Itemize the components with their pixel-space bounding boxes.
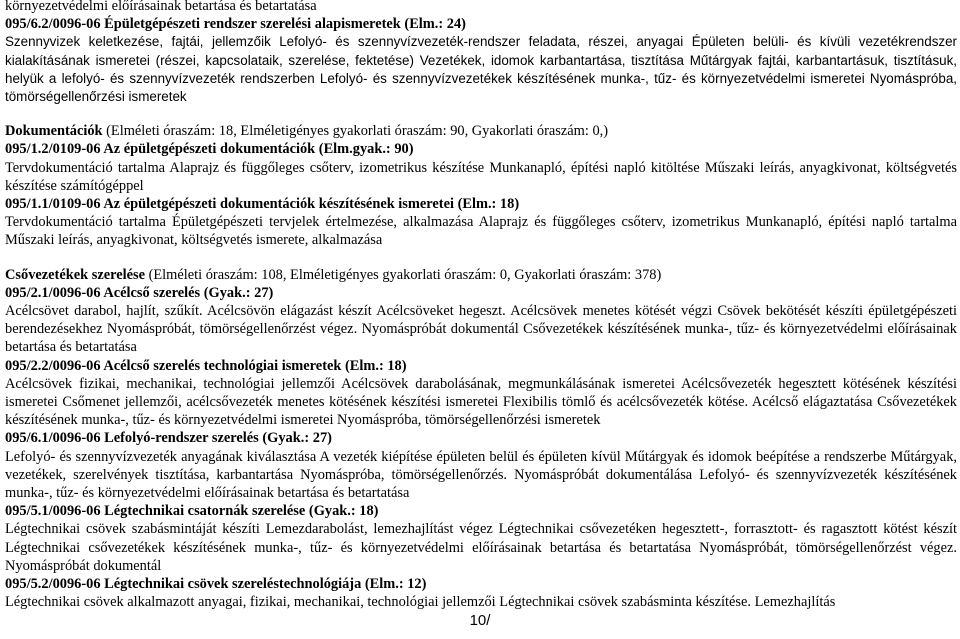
- module-code: 095/5.1/0096-06 Légtechnikai csatornák szerelése (Gyak.: 18): [5, 503, 379, 520]
- group-title-rest: (Elméleti óraszám: 18, Elméletigényes gyakorlati óraszám: 90, Gyakorlati óraszám: 0,): [102, 123, 609, 140]
- group-title-bold: Dokumentációk: [5, 123, 103, 140]
- group-dokumentaciok: [5, 122, 957, 249]
- module-code: 095/2.2/0096-06 Acélcső szerelés technológiai ismeretek (Elm.: 18): [5, 357, 407, 374]
- module-code: 095/1.1/0109-06 Az épületgépészeti dokumentációk készítésének ismeretei (Elm.: 18): [5, 196, 520, 213]
- module-text: Acélcsövek fizikai, mechanikai, technológiai jellemzői Acélcsövek darabolásának, megmunkálásának ismeretei Acélcsővezeték hegesztett kötésének készítési ismeretei Csőmenet jellemzői, acélcsővezeték menetes kötésének készítési ismeretei Flexibilis tömlő és acélcsővezeték kötése. Acélcső elágaztatása Csővezetékek készítésének munka-, tűz- és környezetvédelmi ismeretei Nyomáspróba, tömörségellenőrzési ismeretek: [5, 375, 957, 429]
- module-text: Szennyvizek keletkezése, fajtái, jellemzőik Lefolyó- és szennyvízvezeték-rendszer feladata, részei, anyagai Épületen belüli- és kívüli vezetékrendszer kialakításának ismeretei (részei, kapcsolataik, szerelése, fektetése) Vezetékek, idomok karbantartása, tisztítása Műtárgyak fajtái, karbantartásuk, tisztításuk, helyük a lefolyó- és szennyvízvezeték rendszerben Lefolyó- és szennyvízvezetékek készítésének munka-, tűz- és környezetvédelmi ismeretei Nyomáspróba, tömörségellenőrzési ismeretek: [5, 34, 957, 105]
- group-title-rest: (Elméleti óraszám: 108, Elméletigényes gyakorlati óraszám: 0, Gyakorlati óraszám: 378): [144, 266, 662, 283]
- group-title: [5, 266, 957, 284]
- module-text: Légtechnikai csövek alkalmazott anyagai, fizikai, mechanikai, technológiai jellemzői Légtechnikai csövek szabásminta készítése. Lemezhajlítás: [5, 594, 836, 611]
- module-text: Acélcsövet darabol, hajlít, szűkít. Acélcsövön elágazást készít Acélcsöveket hegeszt. Acélcsövek menetes kötését végzi Csövek bekötését készíti épületgépészeti berendezésekhez Nyomáspróbát, tömörségellenőrzést végez. Nyomáspróbát dokumentál Csővezetékek készítésének munka-, tűz- és környezetvédelmi előírásainak betartása és betartatása: [5, 303, 957, 356]
- group-csovezetekek: [5, 266, 957, 612]
- module-code: 095/6.2/0096-06 Épületgépészeti rendszer szerelési alapismeretek (Elm.: 24): [5, 16, 466, 33]
- module-text: Légtechnikai csövek szabásmintáját készíti Lemezdarabolást, lemezhajlítást végez Légtechnikai csővezetéken hegesztett-, forrasztott- és ragasztott kötést készít Légtechnikai csővezetékek készítésének munka-, tűz- és környezetvédelmi előírásainak betartása és betartatása Nyomáspróbát, tömörségellenőrzést végez. Nyomáspróbát dokumentál: [5, 521, 957, 574]
- top-line: környezetvédelmi előírásainak betartása és betartatása: [5, 0, 317, 14]
- group-title-bold: Csővezetékek szerelése: [5, 266, 145, 283]
- module-code: 095/2.1/0096-06 Acélcső szerelés (Gyak.: 27): [5, 284, 274, 301]
- module-code: 095/5.2/0096-06 Légtechnikai csövek szereléstechnológiája (Elm.: 12): [5, 576, 427, 593]
- group-title: [5, 122, 957, 140]
- module-text: Tervdokumentáció tartalma Épületgépészeti tervjelek értelmezése, alkalmazása Alaprajz és függőleges csőterv, izometrikus Munkanapló, építési napló tartalma Műszaki leírás, anyagkivonat, költségvetés ismerete, alkalmazása: [5, 214, 957, 249]
- module-code: 095/1.2/0109-06 Az épületgépészeti dokumentációk (Elm.gyak.: 90): [5, 141, 414, 158]
- document-page: [5, 0, 957, 612]
- page-number: 10/: [469, 612, 491, 629]
- module-code: 095/6.1/0096-06 Lefolyó-rendszer szerelés (Gyak.: 27): [5, 430, 332, 447]
- module-text: Lefolyó- és szennyvízvezeték anyagának kiválasztása A vezeték kiépítése épületen belül és épületen kívül Műtárgyak és idomok beépítése a rendszerbe Műtárgyak, vezetékek, szerelvények tisztítása, karbantartása Nyomáspróba, tömörségellenőrzés. Nyomáspróbát dokumentálása Lefolyó- és szennyvízvezeték készítésének munka-, tűz- és környezetvédelmi előírásainak betartása és betartatása: [5, 448, 957, 502]
- module-text: Tervdokumentáció tartalma Alaprajz és függőleges csőterv, izometrikus készítése Munkanapló, építési napló kitöltése Műszaki leírás, anyagkivonat, költségvetés készítése számítógéppel: [5, 159, 957, 194]
